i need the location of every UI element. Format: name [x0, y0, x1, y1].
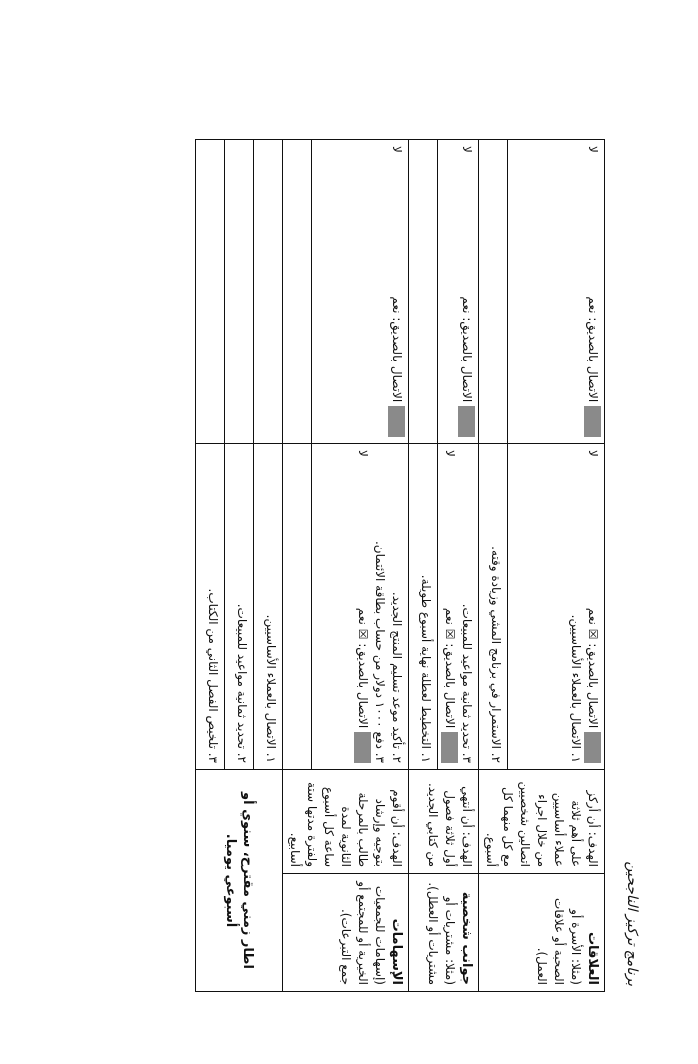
check-label: الاتصال بالصديق: — [460, 317, 474, 403]
check-yes: نعم — [443, 607, 457, 625]
check-cell — [438, 444, 479, 770]
check-label: الاتصال بالصديق: — [586, 643, 600, 729]
list-item: ١. الاتصال بالعملاء الأساسيين. — [569, 614, 583, 763]
list-item-cell — [254, 444, 283, 770]
section-row — [438, 140, 479, 992]
check-no: لا — [586, 146, 600, 153]
check-yes: نعم — [586, 296, 600, 314]
list-item: ١. الاتصال بالعملاء الأساسيين. — [264, 614, 278, 763]
check-yes: نعم — [586, 607, 600, 625]
list-item-cell — [409, 444, 438, 770]
check-no: لا — [586, 450, 600, 457]
check-shade — [584, 406, 601, 437]
check-yes: نعم — [356, 607, 370, 625]
check-label: الاتصال بالصديق: — [390, 317, 404, 403]
section-row — [312, 140, 409, 992]
goal-cell: الهدف: أن أقوم بتوجيه وإرشاد طالب بالمرحلة الثانوية لمدة ساعة كل أسبوع ولفترة مدتها ستة أسابيع. — [283, 770, 409, 874]
list-item: ٢. تأكيد موعد تسليم المنتج الجديد. — [390, 591, 404, 763]
list-item-cell — [196, 444, 225, 770]
list-item: ٢. الاستمرار في برنامج المشي وزيادة وقته. — [489, 546, 503, 763]
final-row — [254, 140, 283, 992]
check-cell — [312, 140, 409, 444]
check-no: لا — [443, 450, 457, 457]
check-no: لا — [356, 450, 370, 457]
goal-cell: الهدف: أن أركز على أهم ثلاثة عملاء أساسيين من خلال اجراء اتصالين شخصيين مع كل منهما كل أسبوع. — [479, 770, 605, 874]
section-name: العلاقات — [585, 931, 600, 985]
check-yes: نعم — [390, 296, 404, 314]
section-description: (مثلا: الأسرة أو الصحبة أو علاقات العمل). — [535, 898, 583, 985]
empty-cell — [254, 140, 283, 444]
check-shade — [458, 406, 475, 437]
check-no: لا — [460, 146, 474, 153]
list-item: ٣. تلخيص الفصل الثاني من الكتاب. — [206, 588, 220, 763]
checkbox-checked[interactable]: ☒ — [443, 628, 457, 640]
checkbox-checked[interactable]: ☒ — [586, 628, 600, 640]
empty-cell — [283, 444, 312, 770]
check-cell — [438, 140, 479, 444]
empty-cell — [409, 140, 438, 444]
timeframe-cell: اطار زمني مقترح، سنوي أو أسبوعي يوميا. — [196, 770, 283, 992]
check-cell — [508, 444, 605, 770]
list-item: ٢. تحديد ثمانية مواعيد للمبيعات. — [235, 603, 249, 763]
list-item: ١. التخطيط لعطلة نهاية أسبوع طويلة. — [419, 574, 433, 763]
list-item-cell — [225, 444, 254, 770]
empty-cell — [196, 140, 225, 444]
section-name-cell — [283, 874, 409, 992]
section-name-cell — [409, 874, 479, 992]
section-row — [508, 140, 605, 992]
list-item: ٣. دفع ١٠٠٠ دولار من حساب بطاقة الائتمان. — [373, 540, 387, 763]
check-cell — [312, 444, 409, 770]
plan-table — [195, 139, 605, 992]
section-name: الإسهامات — [389, 918, 404, 985]
section-description: (مثلا: مشتريات أو مشتريات أو العطل). — [426, 882, 457, 985]
check-yes: نعم — [460, 296, 474, 314]
list-item-cell — [479, 444, 508, 770]
check-shade — [584, 732, 601, 763]
check-label: الاتصال بالصديق: — [443, 643, 457, 729]
check-label: الاتصال بالصديق: — [356, 643, 370, 729]
document-body — [195, 140, 605, 992]
section-name-cell — [479, 874, 605, 992]
checkbox-checked[interactable]: ☒ — [356, 628, 370, 640]
running-header: برنامج تركيز الناجحين — [624, 861, 640, 986]
check-label: الاتصال بالصديق: — [586, 317, 600, 403]
section-name: جوانب شخصية — [459, 891, 474, 985]
empty-cell — [225, 140, 254, 444]
check-shade — [354, 732, 371, 763]
section-description: (إسهامات للجمعيات الخيرية أو للمجتمع أو جمع التبرعات). — [339, 881, 387, 985]
empty-cell — [283, 140, 312, 444]
check-shade — [441, 732, 458, 763]
check-shade — [388, 406, 405, 437]
check-no: لا — [390, 146, 404, 153]
check-cell — [508, 140, 605, 444]
goal-cell: الهدف: أن أنتهي أول ثلاثة فصول من كتابي الجديد. — [409, 770, 479, 874]
list-item: ٣. تحديد ثمانية مواعيد للمبيعات. — [460, 603, 474, 763]
empty-cell — [479, 140, 508, 444]
